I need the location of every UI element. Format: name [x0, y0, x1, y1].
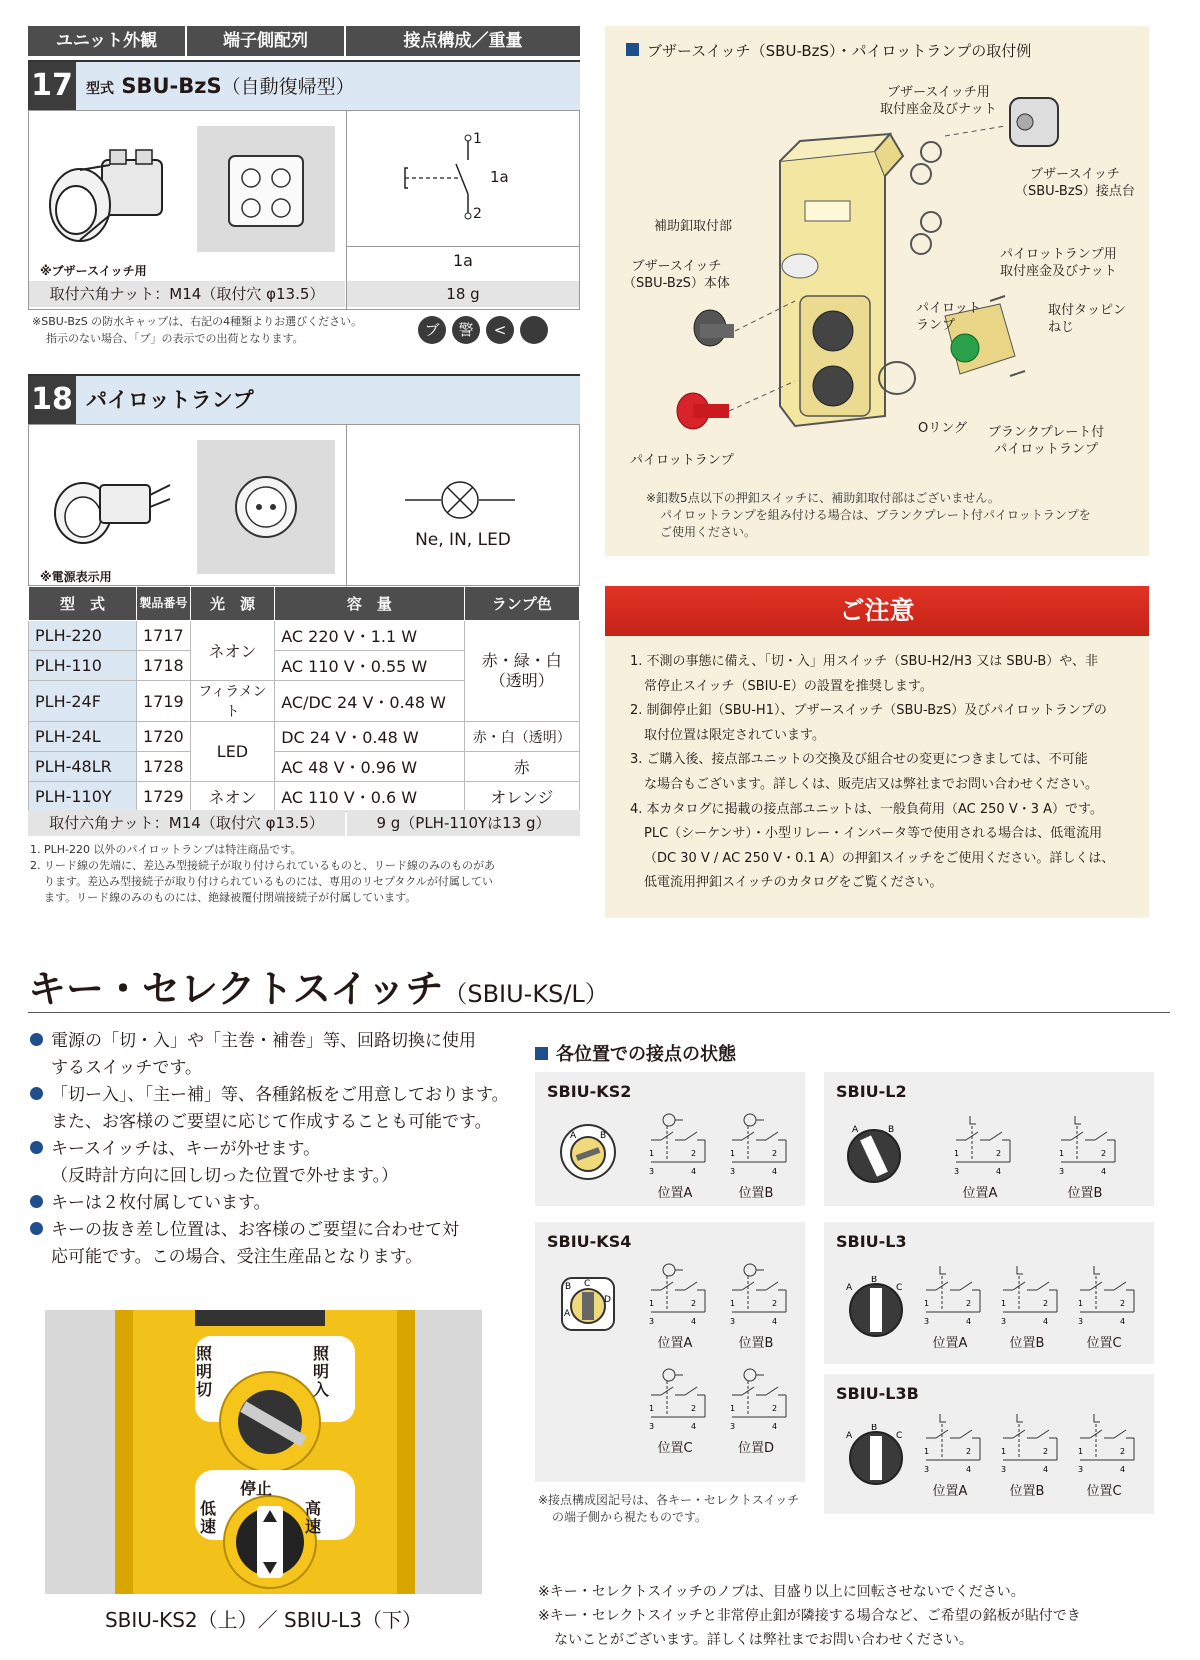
svg-text:B: B: [600, 1131, 607, 1141]
cap-badge-plain: [520, 316, 548, 344]
caution-list: [630, 650, 1114, 896]
svg-text:B: B: [871, 1276, 878, 1285]
label-bracket-buzzer: ブザースイッチ用 取付座金及びナット: [880, 85, 997, 117]
unit17-nut: 取付六角ナット：M14（取付穴 φ13.5）: [29, 281, 345, 307]
unit17-contact: 1a: [453, 251, 473, 270]
contact-diagram-icon: [726, 1262, 790, 1328]
svg-text:C: C: [584, 1279, 591, 1289]
row-capacity: AC/DC 24 V・0.48 W: [275, 681, 464, 722]
svg-text:4: 4: [772, 1317, 778, 1326]
l2-knob-icon: [844, 1122, 904, 1186]
unit17-caption: ※ブザースイッチ用: [40, 264, 147, 278]
svg-text:4: 4: [1043, 1317, 1049, 1326]
svg-text:1: 1: [924, 1299, 930, 1308]
svg-text:1: 1: [1059, 1149, 1065, 1158]
svg-text:1: 1: [924, 1447, 930, 1456]
svg-text:2: 2: [1043, 1447, 1049, 1456]
svg-text:4: 4: [1120, 1465, 1126, 1474]
svg-text:2: 2: [772, 1299, 778, 1308]
footer-note: ※キー・セレクトスイッチのノブは、目盛り以上に回転させないでください。: [538, 1584, 1025, 1600]
pilot-lamp-table: [28, 586, 580, 812]
label-bracket-lamp: パイロットランプ用 取付座金及びナット: [1000, 247, 1117, 279]
unit17-terminal-photo: [197, 126, 335, 252]
svg-text:3: 3: [649, 1167, 655, 1176]
table-row: [29, 752, 580, 782]
label-blank-plate: ブランクプレート付 パイロットランプ: [988, 425, 1105, 457]
bullet-text: キーは２枚付属しています。: [51, 1193, 271, 1213]
unit18-caption: ※電源表示用: [40, 570, 112, 584]
key-title-text: キー・セレクトスイッチ: [28, 967, 444, 1011]
row-model: PLH-24F: [29, 681, 137, 722]
caution-line: （DC 30 V / AC 250 V・0.1 A）の押釦スイッチをご使用ください。詳しくは、: [644, 850, 1115, 866]
unit17-model: SBU-BzS: [121, 74, 222, 98]
th-color: ランプ色: [464, 587, 579, 621]
svg-text:3: 3: [924, 1317, 930, 1326]
svg-text:4: 4: [691, 1422, 697, 1431]
footer-note: ※キー・セレクトスイッチと非常停止釦が隣接する場合など、ご希望の銘板が貼付でき: [538, 1608, 1081, 1624]
caution-line: 低電流用押釦スイッチのカタログをご覧ください。: [644, 875, 943, 891]
svg-text:4: 4: [691, 1317, 697, 1326]
unit17-note-2: 指示のない場合、「ブ」の表示での出荷となります。: [46, 332, 304, 345]
svg-text:C: C: [896, 1431, 903, 1441]
svg-text:A: A: [852, 1125, 859, 1135]
svg-text:3: 3: [954, 1167, 960, 1176]
card-title: SBIU-L3B: [836, 1384, 919, 1403]
ks4-pos-c: 位置C: [657, 1441, 693, 1456]
row-no: 1720: [136, 722, 190, 752]
l3b-pos-c: 位置C: [1086, 1484, 1122, 1499]
bullet-text: 電源の「切・入」や「主巻・補巻」等、回路切換に使用: [51, 1031, 476, 1051]
svg-text:1: 1: [1078, 1299, 1084, 1308]
unit17-divider: [346, 246, 580, 247]
photo-label-light-off: 照明切: [196, 1344, 213, 1399]
row-source: フィラメント: [190, 681, 275, 722]
contact-diagram-icon: [997, 1262, 1061, 1328]
svg-text:1: 1: [1001, 1299, 1007, 1308]
unit18-nut: 取付六角ナット：M14（取付穴 φ13.5）: [28, 810, 345, 836]
caution-line: な場合もございます。詳しくは、販売店又は弊社までお問い合わせください。: [644, 776, 1098, 792]
unit17-col-divider: [346, 110, 347, 310]
svg-text:1: 1: [649, 1149, 655, 1158]
caution-line: 1. 不測の事態に備え、「切・入」用スイッチ（SBU-H2/H3 又は SBU-B）や、非: [630, 654, 1098, 669]
caution-line: 4. 本カタログに掲載の接点部ユニットは、一般負荷用（AC 250 V・3 A）です。: [630, 801, 1103, 817]
table-row: [29, 782, 580, 812]
bullet-text: キーの抜き差し位置は、お客様のご要望に合わせて対: [51, 1220, 459, 1240]
ks2-pos-a: 位置A: [657, 1186, 693, 1201]
th-product-no: 製品番号: [136, 587, 190, 621]
svg-text:2: 2: [772, 1404, 778, 1413]
unit17-title: [86, 62, 355, 113]
photo-caption: SBIU-KS2（上）／ SBIU-L3（下）: [104, 1608, 423, 1632]
unit17-contact-label: 1a: [490, 168, 509, 186]
photo-label-low: 低速: [200, 1499, 217, 1536]
contact-diagram-icon: [1055, 1112, 1119, 1178]
svg-text:3: 3: [730, 1167, 736, 1176]
l2-pos-b: 位置B: [1067, 1186, 1103, 1201]
buzzer-switch-illustration: [40, 140, 180, 250]
svg-text:2: 2: [1043, 1299, 1049, 1308]
ks2-pos-b: 位置B: [738, 1186, 774, 1201]
contact-diagram-icon: [645, 1262, 709, 1328]
contact-diagram-icon: [1074, 1410, 1138, 1476]
svg-text:2: 2: [1120, 1447, 1126, 1456]
bullet-item: [30, 1217, 510, 1244]
footer-note: ないことがございます。詳しくは弊社までお問い合わせください。: [554, 1632, 973, 1648]
l3b-pos-b: 位置B: [1009, 1484, 1045, 1499]
photo-label-light-on: 照明入: [313, 1344, 330, 1399]
contact-diagram-icon: [997, 1410, 1061, 1476]
unit18-title-bar: [28, 374, 580, 424]
svg-text:1: 1: [1001, 1447, 1007, 1456]
svg-text:A: A: [564, 1309, 571, 1319]
svg-text:B: B: [871, 1424, 878, 1433]
svg-text:4: 4: [966, 1465, 972, 1474]
contact-diagram-icon: [920, 1410, 984, 1476]
bullet-dot-icon: [30, 1087, 43, 1100]
svg-text:1: 1: [649, 1299, 655, 1308]
cap-badge-share-icon: <: [486, 316, 514, 344]
unit17-note-1: ※SBU-BzS の防水キャップは、右記の4種類よりお選びください。: [32, 315, 363, 328]
table-row: [29, 722, 580, 752]
unit17-number: 17: [28, 62, 76, 110]
unit17-weight: 18 g: [347, 281, 579, 307]
footer-notes: [538, 1580, 1081, 1652]
unit18-weight: 9 g（PLH-110Yは13 g）: [347, 810, 580, 836]
caution-line: 取付位置は限定されています。: [644, 727, 825, 743]
row-model: PLH-24L: [29, 722, 137, 752]
row-capacity: AC 110 V・0.6 W: [275, 782, 464, 812]
cap-badge-bu: ブ: [418, 316, 446, 344]
key-title-rule: [28, 1012, 1170, 1013]
row-color: 赤: [464, 752, 579, 782]
row-no: 1717: [136, 621, 190, 651]
label-tapping-screw: 取付タッピン ねじ: [1048, 303, 1127, 335]
unit17-model-suffix: （自動復帰型）: [221, 76, 355, 98]
photo-label-stop: 停止: [240, 1479, 273, 1498]
header-col-appearance: ユニット外観: [28, 26, 185, 56]
unit18-note-3: ります。差込み型接続子が取り付けられているものには、専用のリセプタクルが付属してい: [44, 875, 493, 888]
svg-text:4: 4: [1120, 1317, 1126, 1326]
svg-text:4: 4: [772, 1167, 778, 1176]
svg-text:4: 4: [996, 1167, 1002, 1176]
caution-line: PLC（シーケンサ）・小型リレー・インバータ等で使用される場合は、低電流用: [644, 826, 1103, 842]
svg-text:B: B: [888, 1125, 895, 1135]
bullet-text: （反時計方向に回し切った位置で外せます。）: [51, 1166, 399, 1186]
l3-pos-a: 位置A: [932, 1336, 968, 1351]
row-source: ネオン: [190, 782, 275, 812]
svg-text:4: 4: [966, 1317, 972, 1326]
svg-text:2: 2: [691, 1149, 697, 1158]
caution-line: 3. ご購入後、接点部ユニットの交換及び組合せの変更につきましては、不可能: [630, 752, 1088, 768]
bullet-text: 応可能です。この場合、受注生産品となります。: [51, 1247, 423, 1267]
card-title: SBIU-L2: [836, 1082, 907, 1101]
svg-text:4: 4: [691, 1167, 697, 1176]
header-col-contact: 接点構成／重量: [346, 26, 580, 56]
svg-text:2: 2: [996, 1149, 1002, 1158]
svg-text:3: 3: [730, 1422, 736, 1431]
row-source: ネオン: [190, 621, 275, 681]
row-color: 赤・白（透明）: [464, 722, 579, 752]
contact-diagram-icon: [1074, 1262, 1138, 1328]
svg-text:4: 4: [1101, 1167, 1107, 1176]
label-aux-mount: 補助釦取付部: [654, 219, 733, 234]
label-buzzer-contact: ブザースイッチ （SBU-BzS）接点台: [1015, 167, 1135, 199]
key-switch-photo: [45, 1310, 482, 1594]
svg-text:2: 2: [691, 1404, 697, 1413]
bullet-text: キースイッチは、キーが外せます。: [51, 1139, 321, 1159]
key-section-title: [28, 958, 609, 1013]
svg-text:3: 3: [730, 1317, 736, 1326]
square-bullet-icon: [535, 1047, 548, 1060]
svg-text:3: 3: [649, 1317, 655, 1326]
svg-text:4: 4: [772, 1422, 778, 1431]
bullet-item: [30, 1190, 510, 1217]
contact-diagram-icon: [726, 1367, 790, 1433]
row-color: オレンジ: [464, 782, 579, 812]
contact-diagram-icon: [645, 1112, 709, 1178]
svg-text:2: 2: [966, 1299, 972, 1308]
l3-pos-b: 位置B: [1009, 1336, 1045, 1351]
install-note-1: ※釦数5点以下の押釦スイッチに、補助釦取付部はございません。: [646, 491, 1000, 505]
unit18-lamp-types: Ne, IN, LED: [415, 530, 511, 550]
row-no: 1719: [136, 681, 190, 722]
row-no: 1718: [136, 651, 190, 681]
card-title: SBIU-L3: [836, 1232, 907, 1251]
th-capacity: 容 量: [275, 587, 464, 621]
ks2-key-knob-icon: [558, 1122, 618, 1182]
install-note-2: パイロットランプを組み付ける場合は、ブランクプレート付パイロットランプを: [660, 508, 1091, 522]
caution-line: 2. 制御停止釦（SBU-H1）、ブザースイッチ（SBU-BzS）及びパイロットランプの: [630, 703, 1107, 719]
diagram-note-2: の端子側から視たものです。: [552, 1510, 708, 1524]
label-pilot-lamp-right: パイロット ランプ: [916, 301, 981, 333]
bullet-dot-icon: [30, 1222, 43, 1235]
key-title-model: （SBIU-KS/L）: [443, 980, 609, 1008]
svg-text:A: A: [846, 1283, 853, 1293]
row-no: 1729: [136, 782, 190, 812]
bullet-dot-icon: [30, 1141, 43, 1154]
install-note-3: ご使用ください。: [660, 525, 757, 539]
svg-text:3: 3: [1078, 1317, 1084, 1326]
svg-text:1: 1: [649, 1404, 655, 1413]
unit18-number: 18: [28, 376, 76, 424]
row-capacity: AC 48 V・0.96 W: [275, 752, 464, 782]
contact-diagram-icon: [645, 1367, 709, 1433]
cap-badge-kei: 警: [452, 316, 480, 344]
svg-text:A: A: [846, 1431, 853, 1441]
card-title: SBIU-KS2: [547, 1082, 632, 1101]
bullet-item: [30, 1082, 510, 1109]
l3b-knob-icon: [844, 1424, 908, 1486]
ks4-key-knob-icon: [558, 1272, 618, 1334]
l3-knob-icon: [844, 1276, 908, 1338]
svg-text:1: 1: [954, 1149, 960, 1158]
svg-text:3: 3: [924, 1465, 930, 1474]
bullet-text: また、お客様のご要望に応じて作成することも可能です。: [51, 1112, 492, 1132]
svg-text:B: B: [565, 1282, 572, 1292]
unit18-note-4: ます。リード線のみのものには、絶縁被覆付閉端接続子が付属しています。: [44, 891, 417, 904]
card-title: SBIU-KS4: [547, 1232, 632, 1251]
unit18-terminal-photo: [197, 440, 335, 574]
row-model: PLH-48LR: [29, 752, 137, 782]
row-model: PLH-110Y: [29, 782, 137, 812]
svg-text:4: 4: [1043, 1465, 1049, 1474]
label-oring: Oリング: [918, 421, 967, 436]
bullet-text: 「切ー入」、「主ー補」等、各種銘板をご用意しております。: [51, 1085, 509, 1105]
row-no: 1728: [136, 752, 190, 782]
contacts-title-text: 各位置での接点の状態: [556, 1044, 736, 1065]
bullet-dot-icon: [30, 1033, 43, 1046]
svg-text:2: 2: [1120, 1299, 1126, 1308]
l3-pos-c: 位置C: [1086, 1336, 1122, 1351]
row-capacity: DC 24 V・0.48 W: [275, 722, 464, 752]
svg-text:2: 2: [1101, 1149, 1107, 1158]
svg-text:1: 1: [1078, 1447, 1084, 1456]
svg-text:3: 3: [1059, 1167, 1065, 1176]
ks4-pos-a: 位置A: [657, 1336, 693, 1351]
row-capacity: AC 110 V・0.55 W: [275, 651, 464, 681]
svg-text:1: 1: [730, 1404, 736, 1413]
label-pilot-lamp-left: パイロットランプ: [630, 453, 734, 468]
unit18-col-divider: [346, 424, 347, 586]
th-source: 光 源: [190, 587, 275, 621]
label-buzzer-body: ブザースイッチ （SBU-BzS）本体: [623, 259, 730, 291]
unit17-title-bar: [28, 60, 580, 110]
install-title-text: ブザースイッチ（SBU-BzS）・パイロットランプの取付例: [647, 42, 1032, 60]
svg-text:3: 3: [1001, 1317, 1007, 1326]
svg-text:3: 3: [1078, 1465, 1084, 1474]
svg-text:D: D: [604, 1295, 611, 1305]
bullet-item: [30, 1028, 510, 1055]
header-col-terminal: 端子側配列: [187, 26, 344, 56]
ks4-pos-d: 位置D: [737, 1441, 774, 1456]
row-model: PLH-220: [29, 621, 137, 651]
photo-label-high: 高速: [305, 1499, 322, 1536]
th-model: 型 式: [29, 587, 137, 621]
svg-text:1: 1: [730, 1149, 736, 1158]
diagram-note-1: ※接点構成図記号は、各キー・セレクトスイッチ: [538, 1493, 800, 1507]
svg-text:C: C: [896, 1283, 903, 1293]
unit18-title: パイロットランプ: [86, 388, 254, 412]
bullet-item: [30, 1136, 510, 1163]
row-color: 赤・緑・白（透明）: [464, 621, 579, 722]
row-source: LED: [190, 722, 275, 782]
unit17-terminal-2: 2: [473, 206, 482, 222]
key-bullets: [30, 1028, 510, 1271]
ks4-pos-b: 位置B: [738, 1336, 774, 1351]
caution-line: 常停止スイッチ（SBIU-E）の設置を推奨します。: [644, 678, 933, 694]
unit17-type-prefix: 型式: [86, 81, 114, 97]
svg-text:2: 2: [772, 1149, 778, 1158]
unit18-note-2: 2. リード線の先端に、差込み型接続子が取り付けられているものと、リード線のみのものがあ: [30, 859, 495, 872]
row-capacity: AC 220 V・1.1 W: [275, 621, 464, 651]
table-row: [29, 621, 580, 651]
svg-text:1: 1: [730, 1299, 736, 1308]
unit18-note-1: 1. PLH-220 以外のパイロットランプは特注商品です。: [30, 843, 302, 856]
caution-title: ご注意: [605, 586, 1149, 636]
bullet-text: するスイッチです。: [51, 1058, 202, 1078]
svg-text:3: 3: [649, 1422, 655, 1431]
pilot-lamp-illustration: [45, 455, 175, 555]
svg-text:2: 2: [966, 1447, 972, 1456]
contact-diagram-icon: [726, 1112, 790, 1178]
lamp-symbol-icon: [405, 480, 515, 520]
row-model: PLH-110: [29, 651, 137, 681]
svg-text:3: 3: [1001, 1465, 1007, 1474]
unit17-terminal-1: 1: [473, 131, 482, 147]
svg-text:2: 2: [691, 1299, 697, 1308]
contact-diagram-icon: [920, 1262, 984, 1328]
contacts-title: [535, 1040, 736, 1066]
l3b-pos-a: 位置A: [932, 1484, 968, 1499]
svg-text:A: A: [570, 1131, 577, 1141]
contact-diagram-icon: [950, 1112, 1014, 1178]
l2-pos-a: 位置A: [962, 1186, 998, 1201]
bullet-dot-icon: [30, 1195, 43, 1208]
